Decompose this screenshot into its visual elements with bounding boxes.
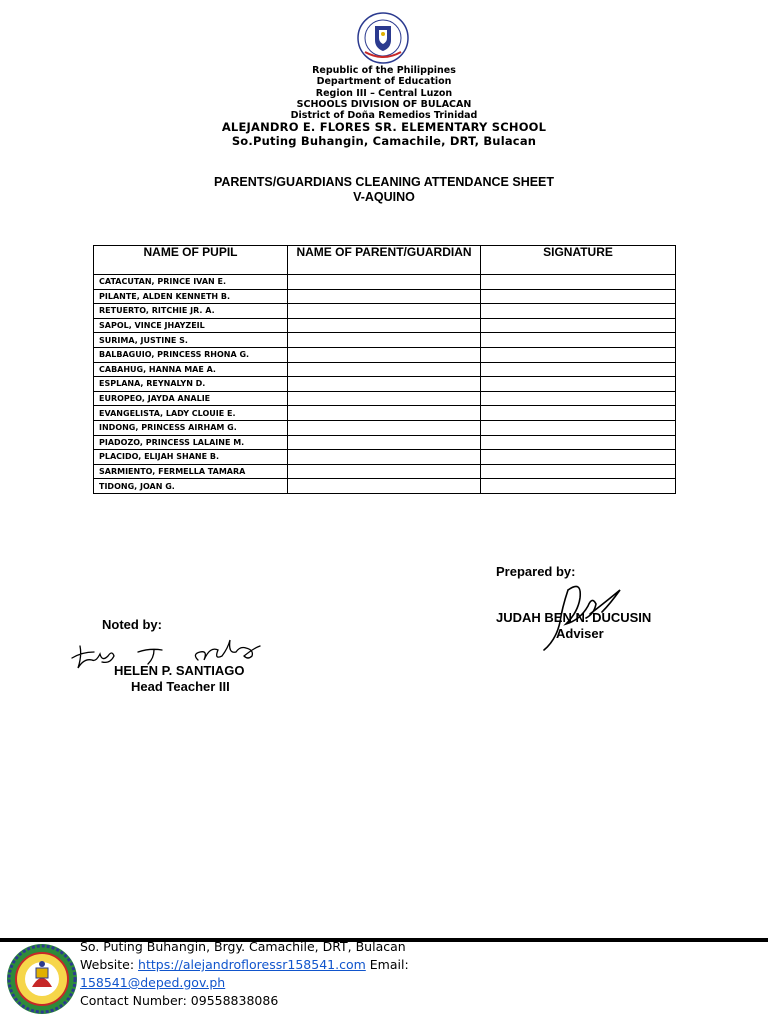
- parent-name-cell[interactable]: [288, 479, 481, 494]
- table-row: [94, 391, 676, 406]
- parent-name-cell[interactable]: [288, 333, 481, 348]
- signature-cell[interactable]: [481, 435, 676, 450]
- pupil-name-cell: EVANGELISTA, LADY CLOUIE E.: [94, 406, 288, 421]
- table-header-row: [94, 246, 676, 275]
- pupil-name-cell: PIADOZO, PRINCESS LALAINE M.: [94, 435, 288, 450]
- table-row: [94, 333, 676, 348]
- republic-line: Republic of the Philippines: [312, 65, 456, 76]
- signature-cell[interactable]: [481, 479, 676, 494]
- parent-name-cell[interactable]: [288, 391, 481, 406]
- signature-cell[interactable]: [481, 391, 676, 406]
- school-seal-icon: [5, 942, 79, 1016]
- pupil-name-cell: CATACUTAN, PRINCE IVAN E.: [94, 275, 288, 290]
- pupil-name-cell: BALBAGUIO, PRINCESS RHONA G.: [94, 347, 288, 362]
- pupil-name-cell: SARMIENTO, FERMELLA TAMARA: [94, 464, 288, 479]
- department-line: Department of Education: [316, 76, 452, 88]
- parent-name-cell[interactable]: [288, 435, 481, 450]
- pupil-name-cell: EUROPEO, JAYDA ANALIE: [94, 391, 288, 406]
- signature-cell[interactable]: [481, 333, 676, 348]
- table-row: [94, 304, 676, 319]
- head-teacher-signature-icon: [68, 638, 273, 674]
- school-name: ALEJANDRO E. FLORES SR. ELEMENTARY SCHOOL: [221, 120, 547, 135]
- pupil-name-cell: PILANTE, ALDEN KENNETH B.: [94, 289, 288, 304]
- table-row: [94, 289, 676, 304]
- signature-cell[interactable]: [481, 420, 676, 435]
- pupil-name-cell: SURIMA, JUSTINE S.: [94, 333, 288, 348]
- email-link[interactable]: 158541@deped.gov.ph: [80, 975, 226, 990]
- table-row: [94, 464, 676, 479]
- footer-contact-number: Contact Number: 09558838086: [80, 993, 279, 1008]
- sheet-title-block: [0, 175, 768, 204]
- pupil-name-cell: SAPOL, VINCE JHAYZEIL: [94, 318, 288, 333]
- table-row: [94, 479, 676, 494]
- email-label: Email:: [369, 957, 409, 972]
- parent-name-cell[interactable]: [288, 464, 481, 479]
- adviser-name: JUDAH BEN N. DUCUSIN: [496, 610, 652, 625]
- letterhead: [0, 65, 768, 148]
- noted-by-label: Noted by:: [102, 617, 162, 632]
- table-row: [94, 347, 676, 362]
- website-label: Website:: [80, 957, 135, 972]
- website-link[interactable]: https://alejandrofloressr158541.com: [138, 957, 366, 972]
- adviser-role: Adviser: [556, 626, 604, 641]
- parent-name-cell[interactable]: [288, 450, 481, 465]
- region-line: Region III – Central Luzon: [315, 87, 453, 99]
- header-signature: SIGNATURE: [481, 246, 676, 275]
- division-line: SCHOOLS DIVISION OF BULACAN: [296, 98, 472, 110]
- pupil-name-cell: PLACIDO, ELIJAH SHANE B.: [94, 450, 288, 465]
- parent-name-cell[interactable]: [288, 406, 481, 421]
- pupil-name-cell: CABAHUG, HANNA MAE A.: [94, 362, 288, 377]
- table-row: [94, 318, 676, 333]
- pupil-name-cell: INDONG, PRINCESS AIRHAM G.: [94, 420, 288, 435]
- signature-cell[interactable]: [481, 289, 676, 304]
- table-row: [94, 275, 676, 290]
- parent-name-cell[interactable]: [288, 377, 481, 392]
- parent-name-cell[interactable]: [288, 289, 481, 304]
- pupil-name-cell: RETUERTO, RITCHIE JR. A.: [94, 304, 288, 319]
- signature-cell[interactable]: [481, 275, 676, 290]
- table-row: [94, 435, 676, 450]
- sheet-title: PARENTS/GUARDIANS CLEANING ATTENDANCE SHEET: [213, 175, 555, 189]
- attendance-table: [93, 245, 676, 494]
- table-row: [94, 406, 676, 421]
- signature-cell[interactable]: [481, 318, 676, 333]
- signature-cell[interactable]: [481, 450, 676, 465]
- parent-name-cell[interactable]: [288, 318, 481, 333]
- footer-contact: [80, 938, 760, 1010]
- head-teacher-name: HELEN P. SANTIAGO: [114, 663, 245, 678]
- table-row: [94, 450, 676, 465]
- table-row: [94, 420, 676, 435]
- footer-web-line: [80, 956, 760, 974]
- table-row: [94, 377, 676, 392]
- parent-name-cell[interactable]: [288, 304, 481, 319]
- signature-cell[interactable]: [481, 464, 676, 479]
- signature-cell[interactable]: [481, 347, 676, 362]
- table-row: [94, 362, 676, 377]
- parent-name-cell[interactable]: [288, 420, 481, 435]
- header-parent: NAME OF PARENT/GUARDIAN: [288, 246, 481, 275]
- pupil-name-cell: ESPLANA, REYNALYN D.: [94, 377, 288, 392]
- parent-name-cell[interactable]: [288, 347, 481, 362]
- deped-seal-icon: [353, 12, 413, 64]
- signature-cell[interactable]: [481, 377, 676, 392]
- footer-address: So. Puting Buhangin, Brgy. Camachile, DRT, Bulacan: [80, 939, 406, 954]
- parent-name-cell[interactable]: [288, 275, 481, 290]
- prepared-by-label: Prepared by:: [496, 564, 576, 579]
- head-teacher-role: Head Teacher III: [131, 679, 230, 694]
- pupil-name-cell: TIDONG, JOAN G.: [94, 479, 288, 494]
- footer-email-line: [80, 974, 760, 992]
- parent-name-cell[interactable]: [288, 362, 481, 377]
- signature-cell[interactable]: [481, 406, 676, 421]
- school-address: So.Puting Buhangin, Camachile, DRT, Bulacan: [231, 133, 537, 148]
- section-name: V-AQUINO: [353, 189, 415, 204]
- attendance-rows: [94, 275, 676, 494]
- adviser-signature-icon: [540, 580, 630, 655]
- signature-cell[interactable]: [481, 304, 676, 319]
- header-pupil: NAME OF PUPIL: [94, 246, 288, 275]
- signature-cell[interactable]: [481, 362, 676, 377]
- district-line: District of Doña Remedios Trinidad: [290, 110, 478, 122]
